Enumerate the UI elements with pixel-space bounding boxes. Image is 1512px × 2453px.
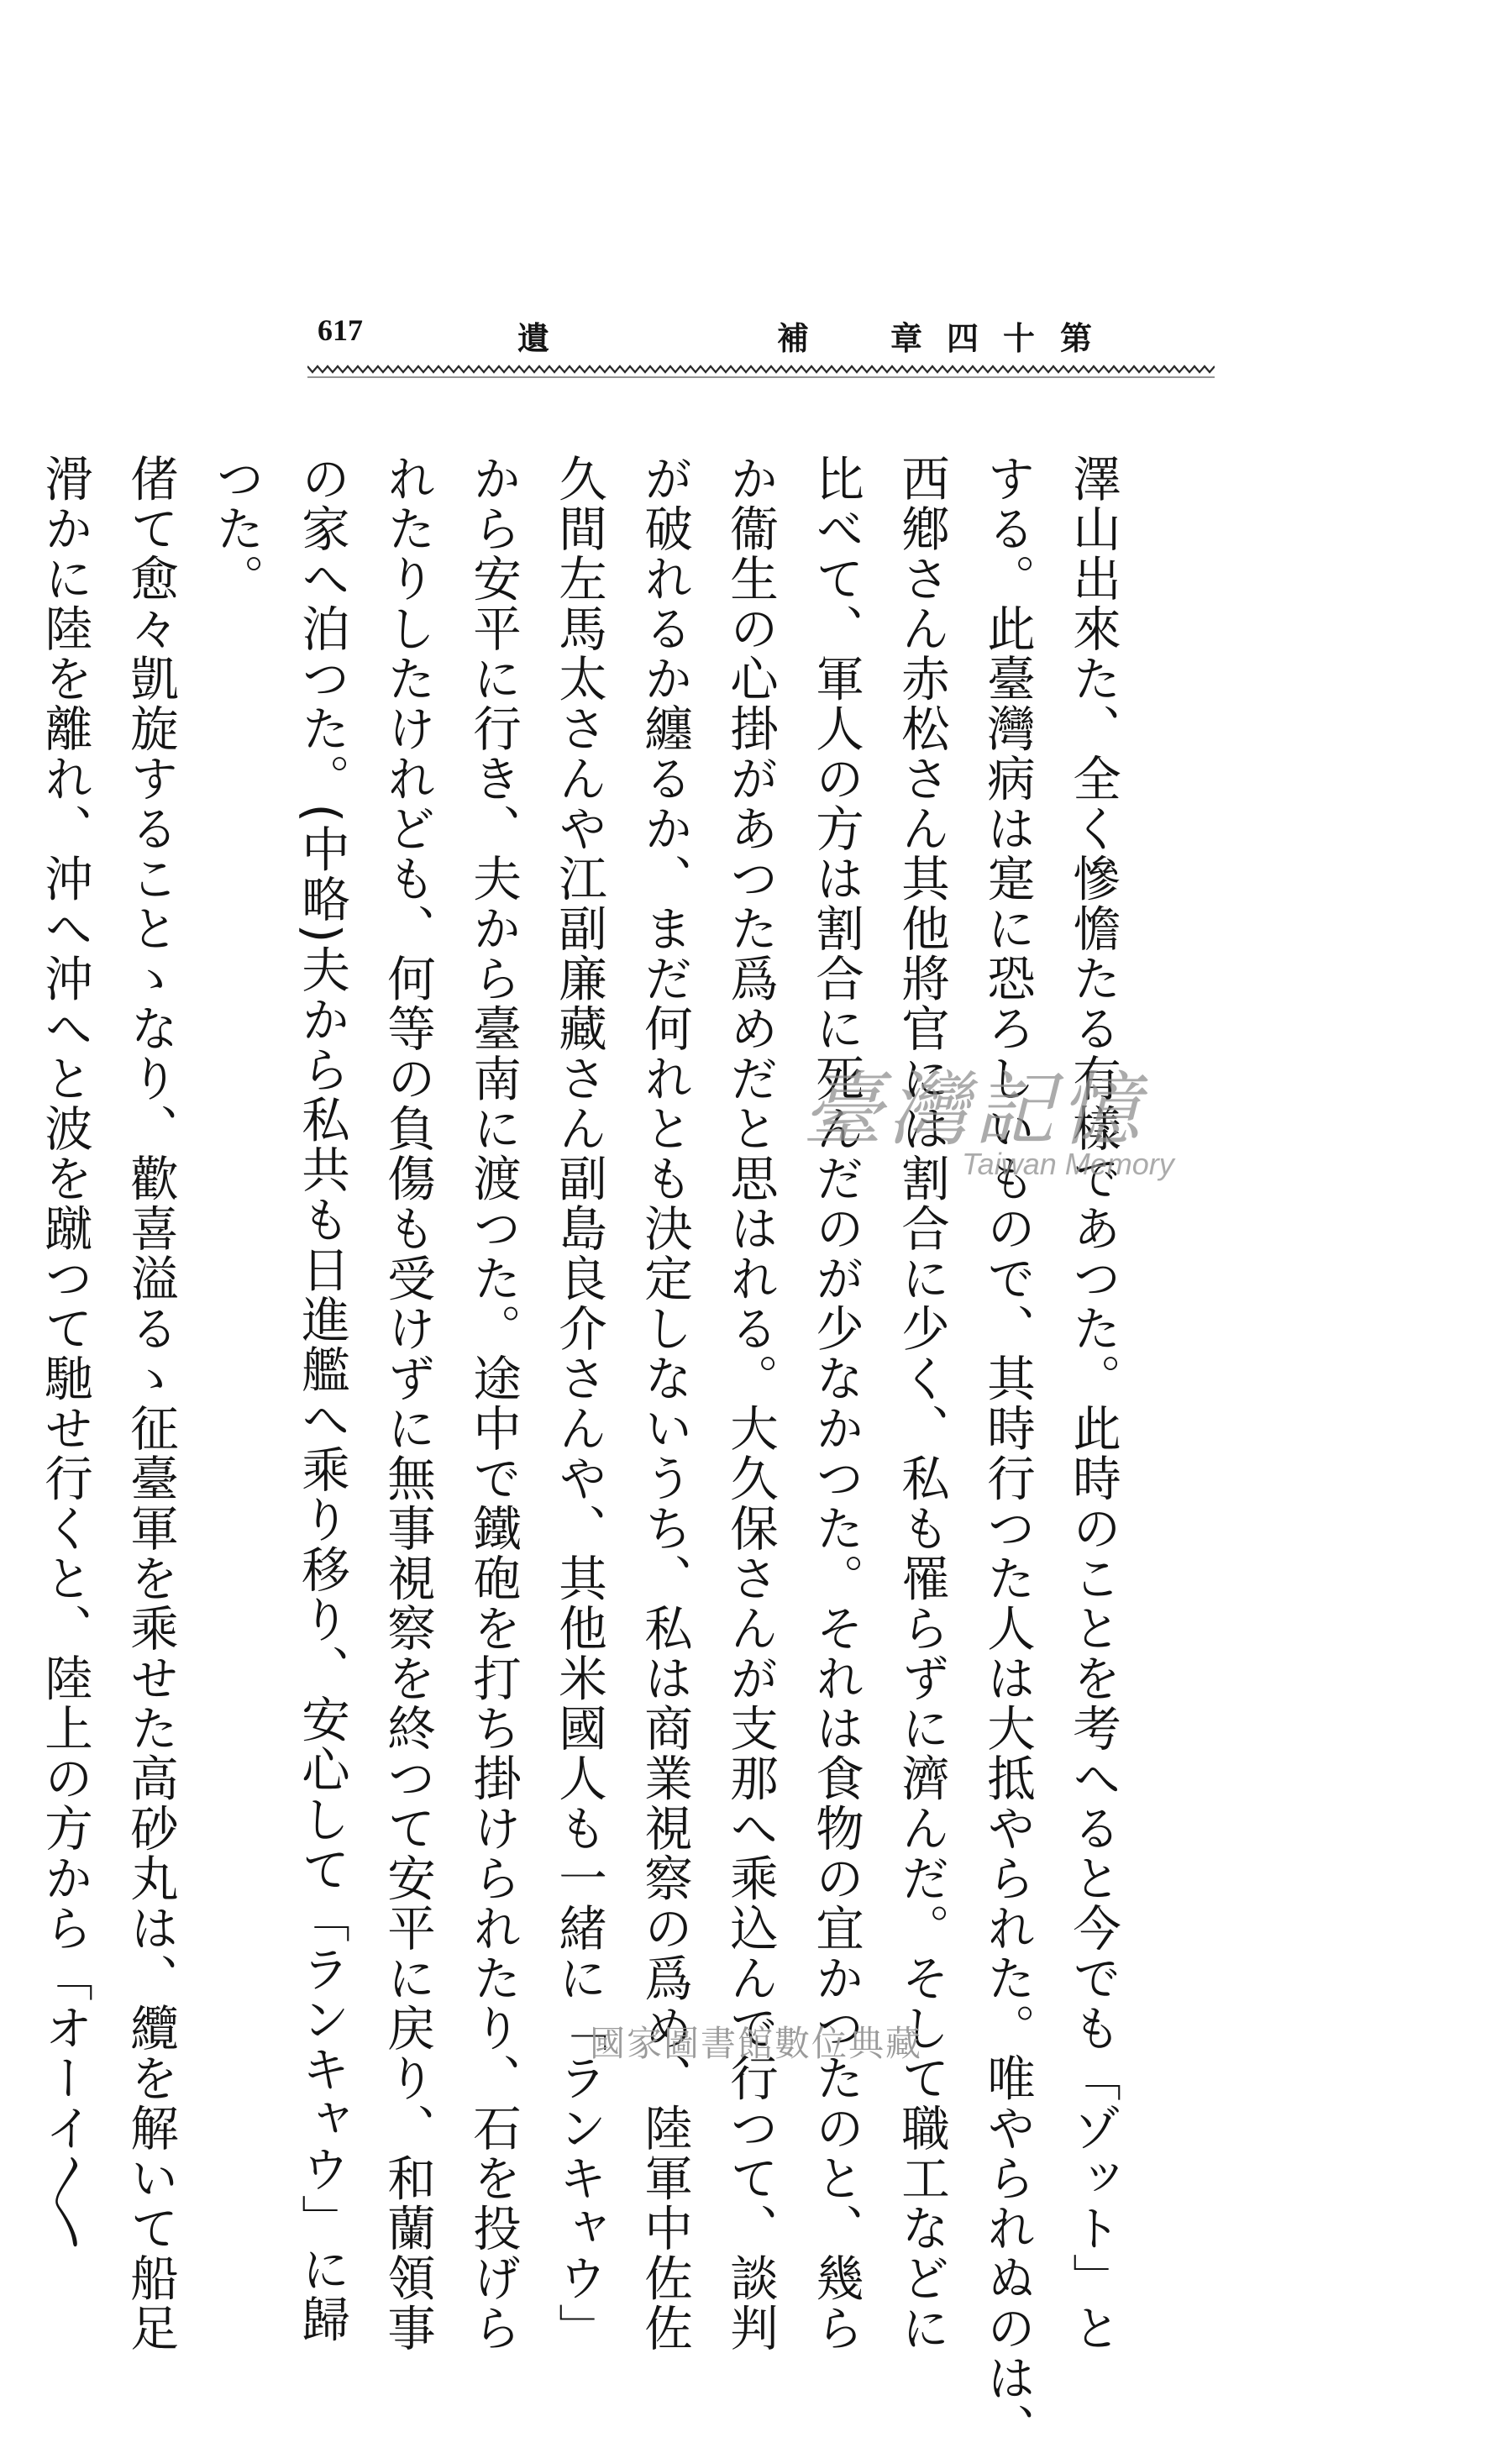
header-wavy-rule: [307, 361, 1215, 380]
header-char: 十: [1003, 319, 1036, 357]
text-column: か衞生の心掛があつた爲めだと思はれる。大久保さんが支那へ乘込んで行つて、談判: [722, 454, 779, 2353]
text-column: 滑かに陸を離れ、沖へ沖へと波を蹴つて馳せ行くと、陸上の方から「オーイ〳〵: [37, 454, 93, 2251]
text-column: 久間左馬太さんや江副廉藏さん副島良介さんや、其他米國人も一緒に「ランキャウ」: [551, 454, 607, 2353]
header-char: 第: [1060, 319, 1093, 357]
watermark-cjk-text: 臺灣記憶: [802, 1063, 1145, 1157]
text-column: が破れるか纏るか、まだ何れとも決定しないうち、私は商業視察の爲め、陸軍中佐佐: [637, 454, 693, 2353]
text-column: 澤山出來た、全く慘憺たる有樣であつた。此時のことを考へると今でも「ゾット」と: [1065, 454, 1121, 2353]
header-char: 補: [777, 319, 810, 357]
header-char: 遺: [517, 319, 550, 357]
header-char: 章: [890, 319, 923, 357]
text-column: の家へ泊つた。(中略)夫から私共も日進艦へ乘り移り、安心して「ランキャウ」に歸: [294, 454, 350, 2345]
running-header: [312, 313, 1220, 363]
text-column: 偖て愈々凱旋することゝなり、歡喜溢るゝ征臺軍を乘せた高砂丸は、纜を解いて船足: [123, 454, 179, 2353]
watermark-latin-text: Taiwan Memory: [962, 1147, 1174, 1181]
text-column: 比べて、軍人の方は割合に死んだのが少なかつた。それは食物の宜かつたのと、幾ら: [808, 454, 864, 2353]
page-number: 617: [318, 313, 363, 347]
text-column: 西鄕さん赤松さん其他將官には割合に少く、私も罹らずに濟んだ。そして職工などに: [894, 454, 950, 2353]
header-char: 四: [947, 319, 979, 357]
text-column: から安平に行き、夫から臺南に渡つた。途中で鐵砲を打ち掛けられたり、石を投げら: [465, 454, 522, 2353]
text-column: する。此臺灣病は寔に恐ろしいもので、其時行つた人は大抵やられた。唯やられぬのは、: [979, 454, 1036, 2453]
text-column: つた。: [208, 454, 265, 604]
taiwan-memory-watermark: [802, 1046, 1205, 1197]
text-column: れたりしたけれども、何等の負傷も受けずに無事視察を終つて安平に戻り、和蘭領事: [380, 454, 436, 2353]
footer-archive-label: 國家圖書館數位典藏: [589, 2023, 922, 2064]
